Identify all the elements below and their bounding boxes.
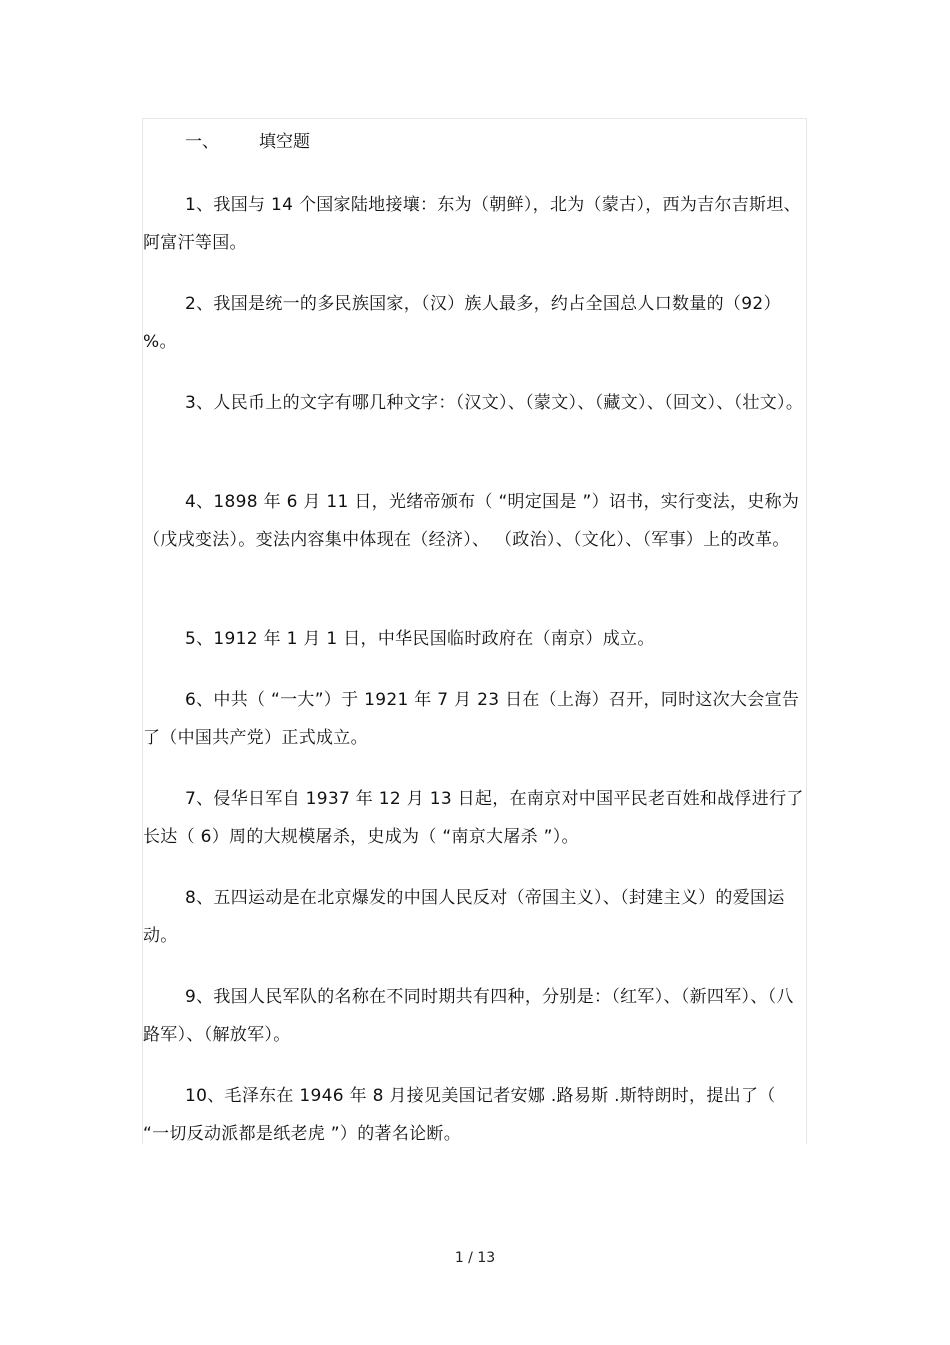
question-item-10: 10、毛泽东在 1946 年 8 月接见美国记者安娜 .路易斯 .斯特朗时，提出了（ “一切反动派都是纸老虎 ”）的著名论断。 (143, 1086, 776, 1144)
question-item-4: 4、1898 年 6 月 11 日，光绪帝颁布（ “明定国是 ”）诏书，实行变法，史称为（戊戌变法）。变法内容集中体现在（经济）、 （政治）、（文化）、（军事）上的改革。 (143, 492, 800, 550)
question-item-9: 9、我国人民军队的名称在不同时期共有四种，分别是：（红军）、（新四军）、（八路军）、（解放军）。 (143, 987, 794, 1045)
question-item-7: 7、侵华日军自 1937 年 12 月 13 日起，在南京对中国平民老百姓和战俘进行了长达（ 6）周的大规模屠杀，史成为（ “南京大屠杀 ”）。 (143, 789, 804, 847)
question-item-6: 6、中共（ “一大”）于 1921 年 7 月 23 日在（上海）召开，同时这次大会宣告了（中国共产党）正式成立。 (143, 690, 800, 748)
question-item-3: 3、人民币上的文字有哪几种文字：（汉文）、（蒙文）、（藏文）、（回文）、（壮文）。 (185, 393, 804, 413)
section-number: 一、 (185, 132, 219, 152)
section-title: 填空题 (259, 132, 310, 152)
question-item-1: 1、我国与 14 个国家陆地接壤：东为（朝鲜），北为（蒙古），西为吉尔吉斯坦、阿富汗等国。 (143, 195, 801, 253)
page-number: 1 / 13 (454, 1250, 496, 1266)
question-item-5: 5、1912 年 1 月 1 日，中华民国临时政府在（南京）成立。 (185, 629, 655, 649)
question-item-2: 2、我国是统一的多民族国家，（汉）族人最多，约占全国总人口数量的（92） %。 (143, 294, 781, 352)
question-item-8: 8、五四运动是在北京爆发的中国人民反对（帝国主义）、（封建主义）的爱国运动。 (143, 888, 785, 946)
section-heading (185, 128, 310, 156)
